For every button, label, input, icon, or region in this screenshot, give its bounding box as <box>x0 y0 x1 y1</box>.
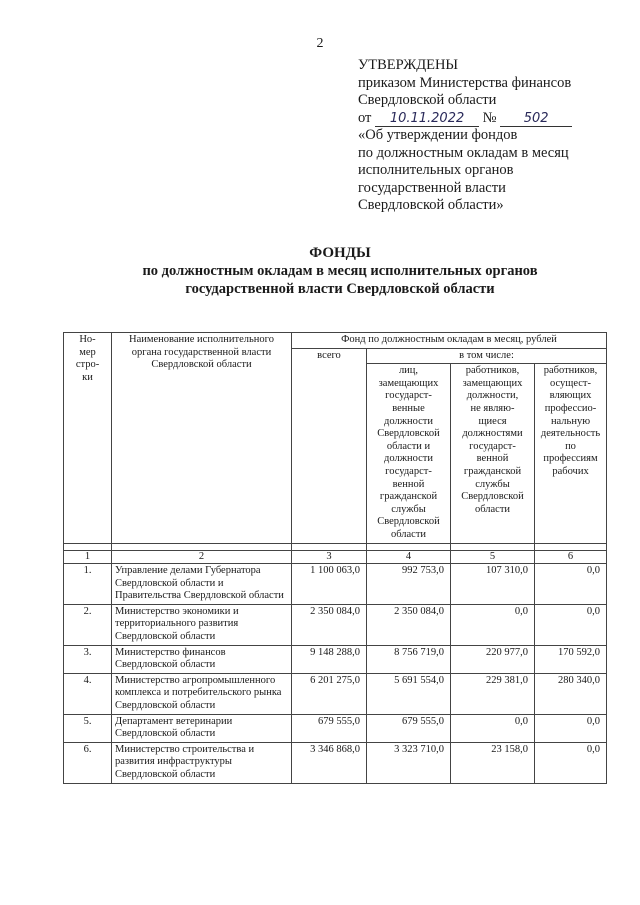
header-row-number: Но- мер стро- ки <box>64 333 112 544</box>
from-label: от <box>358 109 372 126</box>
header-separator <box>64 543 607 550</box>
workers-cell: 220 977,0 <box>451 645 535 673</box>
approval-line: приказом Министерства финансов <box>358 74 572 91</box>
total-cell: 679 555,0 <box>292 714 367 742</box>
body-name: Департамент ветеринарии Свердловской области <box>112 714 292 742</box>
laborers-cell: 0,0 <box>535 604 607 645</box>
workers-cell: 0,0 <box>451 604 535 645</box>
approval-date-number <box>358 110 608 128</box>
approval-heading: УТВЕРЖДЕНЫ <box>358 57 459 73</box>
column-index: 5 <box>451 550 535 564</box>
row-number: 6. <box>64 742 112 783</box>
officials-cell: 992 753,0 <box>367 564 451 605</box>
row-number: 2. <box>64 604 112 645</box>
column-index: 2 <box>112 550 292 564</box>
handwritten-date: 10.11.2022 <box>375 111 479 127</box>
approval-line: Свердловской области <box>358 92 497 108</box>
body-name: Управление делами Губернатора Свердловской области и Правительства Свердловской области <box>112 564 292 605</box>
header-total: всего <box>292 348 367 543</box>
title-main: ФОНДЫ <box>309 245 371 261</box>
row-number: 4. <box>64 673 112 714</box>
funds-table <box>63 332 607 784</box>
approval-doc-title-line: по должностным окладам в месяц <box>358 144 569 161</box>
document-title <box>0 244 640 298</box>
laborers-cell: 0,0 <box>535 564 607 605</box>
header-laborers: работников, осущест- вляющих профессио- нальную деятельность по профессиям рабочих <box>535 364 607 543</box>
body-name: Министерство финансов Свердловской области <box>112 645 292 673</box>
workers-cell: 229 381,0 <box>451 673 535 714</box>
column-index: 6 <box>535 550 607 564</box>
table-row <box>64 714 607 742</box>
header-officials: лиц, замещающих государст- венные должности Свердловской области и должности государст- венной гражданской службы Свердловской области <box>367 364 451 543</box>
workers-cell: 107 310,0 <box>451 564 535 605</box>
approval-doc-title-line: государственной власти <box>358 179 506 196</box>
title-line: по должностным окладам в месяц исполнительных органов <box>142 263 538 279</box>
header-workers: работников, замещающих должности, не являю- щиеся должностями государст- венной гражданской службы Свердловской области <box>451 364 535 543</box>
header-including: в том числе: <box>367 348 607 364</box>
total-cell: 9 148 288,0 <box>292 645 367 673</box>
workers-cell: 23 158,0 <box>451 742 535 783</box>
officials-cell: 8 756 719,0 <box>367 645 451 673</box>
column-index: 4 <box>367 550 451 564</box>
laborers-cell: 0,0 <box>535 714 607 742</box>
officials-cell: 5 691 554,0 <box>367 673 451 714</box>
table-row <box>64 673 607 714</box>
handwritten-number: 502 <box>500 111 572 127</box>
header-body-name: Наименование исполнительного органа государственной власти Свердловской области <box>112 333 292 544</box>
approval-doc-title-line: Свердловской области» <box>358 197 504 213</box>
officials-cell: 679 555,0 <box>367 714 451 742</box>
approval-doc-title-line: «Об утверждении фондов <box>358 127 518 143</box>
officials-cell: 3 323 710,0 <box>367 742 451 783</box>
approval-doc-title-line: исполнительных органов <box>358 162 514 178</box>
laborers-cell: 170 592,0 <box>535 645 607 673</box>
workers-cell: 0,0 <box>451 714 535 742</box>
table-row <box>64 645 607 673</box>
row-number: 3. <box>64 645 112 673</box>
laborers-cell: 280 340,0 <box>535 673 607 714</box>
body-name: Министерство строительства и развития инфраструктуры Свердловской области <box>112 742 292 783</box>
body-name: Министерство агропромышленного комплекса и потребительского рынка Свердловской области <box>112 673 292 714</box>
officials-cell: 2 350 084,0 <box>367 604 451 645</box>
approval-stamp <box>358 57 608 215</box>
row-number: 1. <box>64 564 112 605</box>
column-index: 1 <box>64 550 112 564</box>
column-index: 3 <box>292 550 367 564</box>
laborers-cell: 0,0 <box>535 742 607 783</box>
total-cell: 6 201 275,0 <box>292 673 367 714</box>
total-cell: 2 350 084,0 <box>292 604 367 645</box>
body-name: Министерство экономики и территориального развития Свердловской области <box>112 604 292 645</box>
title-line: государственной власти Свердловской области <box>185 281 495 297</box>
total-cell: 1 100 063,0 <box>292 564 367 605</box>
header-fund-group: Фонд по должностным окладам в месяц, рублей <box>292 333 607 349</box>
row-number: 5. <box>64 714 112 742</box>
table-row <box>64 564 607 605</box>
table-row <box>64 742 607 783</box>
number-label: № <box>482 109 497 126</box>
total-cell: 3 346 868,0 <box>292 742 367 783</box>
column-index-row <box>64 550 607 564</box>
page-number: 2 <box>316 36 324 51</box>
table-row <box>64 604 607 645</box>
